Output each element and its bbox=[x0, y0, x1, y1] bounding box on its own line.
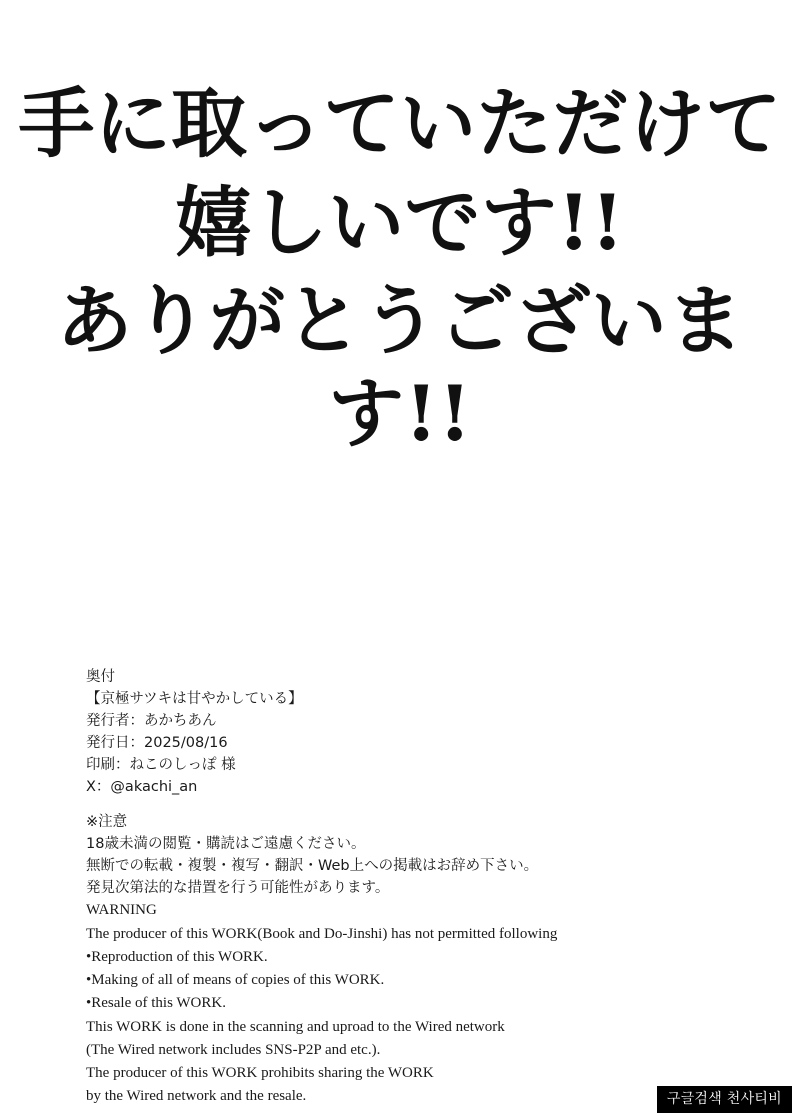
colophon-block bbox=[86, 666, 726, 1109]
colophon-publisher: 発行者：あかちあん bbox=[86, 713, 217, 730]
warning-line: •Reproduction of this WORK. bbox=[86, 948, 268, 965]
colophon-printer: 印刷：ねこのしっぽ 様 bbox=[86, 757, 236, 774]
headline-line-1: 手に取っていただけて bbox=[18, 79, 782, 168]
notice-heading: ※注意 bbox=[86, 814, 128, 831]
headline-line-3: ありがとうございます!! bbox=[56, 276, 744, 459]
notice-line: 18歳未満の閲覧・購読はご遠慮ください。 bbox=[86, 836, 366, 853]
warning-line: The producer of this WORK(Book and Do-Jinshi) has not permitted following bbox=[86, 925, 558, 942]
warning-line: •Resale of this WORK. bbox=[86, 995, 226, 1012]
headline-line-2: 嬉しいです!! bbox=[175, 177, 625, 267]
warning-line: This WORK is done in the scanning and uproad to the Wired network bbox=[86, 1018, 505, 1035]
colophon-heading: 奥付 bbox=[86, 669, 115, 685]
colophon-publish-date: 発行日：2025/08/16 bbox=[86, 735, 228, 752]
colophon-title: 【京極サツキは甘やかしている】 bbox=[86, 691, 303, 708]
warning-heading: WARNING bbox=[86, 902, 157, 919]
warning-line: •Making of all of means of copies of this WORK. bbox=[86, 972, 385, 989]
notice-line: 発見次第法的な措置を行う可能性があります。 bbox=[86, 880, 390, 897]
warning-line: The producer of this WORK prohibits sharing the WORK bbox=[86, 1065, 434, 1082]
watermark-badge: 구글검색 천사티비 bbox=[657, 1086, 792, 1113]
colophon-spacer bbox=[86, 798, 726, 811]
thank-you-headline bbox=[0, 78, 800, 461]
colophon-sns-handle: X：@akachi_an bbox=[86, 779, 198, 796]
notice-line: 無断での転載・複製・複写・翻訳・Web上への掲載はお辞め下さい。 bbox=[86, 858, 539, 875]
warning-line: (The Wired network includes SNS-P2P and etc.). bbox=[86, 1041, 381, 1058]
warning-line: by the Wired network and the resale. bbox=[86, 1088, 307, 1105]
